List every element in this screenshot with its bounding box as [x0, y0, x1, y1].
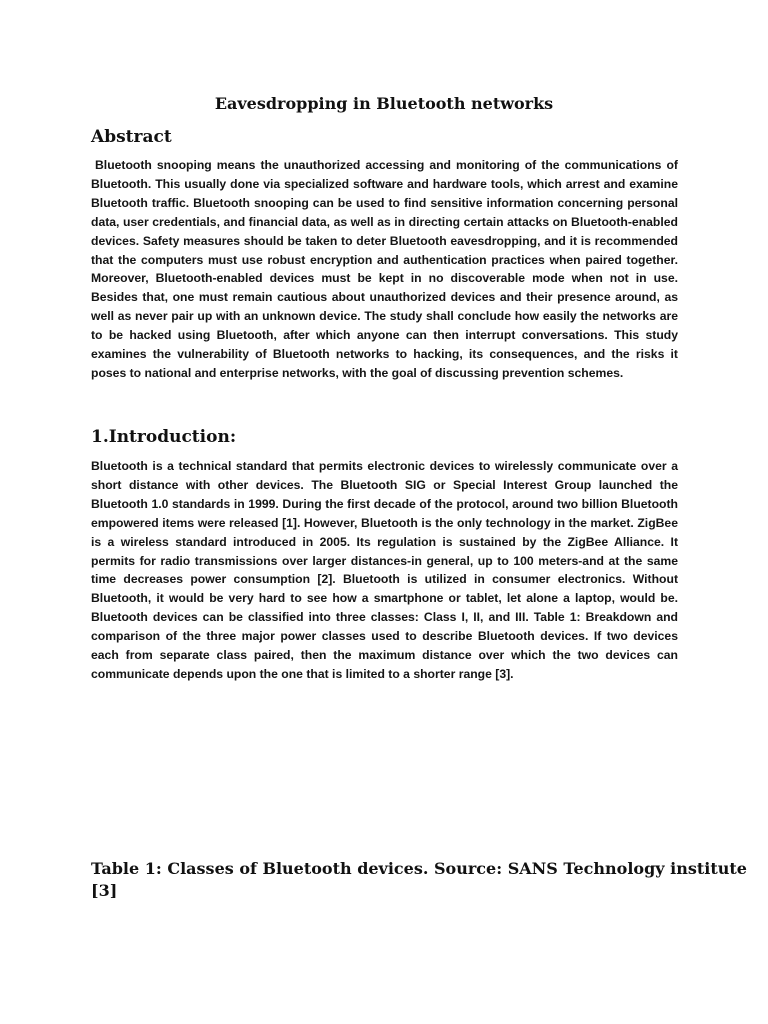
abstract-heading: Abstract — [91, 127, 172, 147]
table-caption: Table 1: Classes of Bluetooth devices. Source: SANS Technology institute [3] — [91, 859, 747, 900]
introduction-paragraph: Bluetooth is a technical standard that permits electronic devices to wirelessly communicate over a short distance with other devices. The Bluetooth SIG or Special Interest Group launched the Bluetooth 1.0 standards in 1999. During the first decade of the protocol, around two billion Bluetooth empowered items were released [1]. However, Bluetooth is the only technology in the market. ZigBee is a wireless standard introduced in 2005. Its regulation is sustained by the ZigBee Alliance. It permits for radio transmissions over larger distances-in general, up to 100 meters-and at the same time decreases power consumption [2]. Bluetooth is utilized in consumer electronics. Without Bluetooth, it would be very hard to see how a smartphone or tablet, let alone a laptop, would be. Bluetooth devices can be classified into three classes: Class I, II, and III. Table 1: Breakdown and comparison of the three major power classes used to describe Bluetooth devices. If two devices each from separate class paired, then the maximum distance over which the two devices can communicate depends upon the one that is limited to a shorter range [3]. — [91, 459, 678, 681]
document-title: Eavesdropping in Bluetooth networks — [214, 94, 554, 113]
abstract-paragraph: Bluetooth snooping means the unauthorized accessing and monitoring of the communications of Bluetooth. This usually done via specialized software and hardware tools, which arrest and examine Bluetooth traffic. Bluetooth snooping can be used to find sensitive information concerning personal data, user credentials, and financial data, as well as in directing certain attacks on Bluetooth-enabled devices. Safety measures should be taken to deter Bluetooth eavesdropping, and it is recommended that the computers must use robust encryption and authentication practices when paired together. Moreover, Bluetooth-enabled devices must be kept in no discoverable mode when not in use. Besides that, one must remain cautious about unauthorized devices and their presence around, as well as never pair up with an unknown device. The study shall conclude how easily the networks are to be hacked using Bluetooth, after which anyone can then interrupt conversations. This study examines the vulnerability of Bluetooth networks to hacking, its consequences, and the risks it poses to national and enterprise networks, with the goal of discussing prevention schemes. — [91, 158, 678, 380]
introduction-heading: 1.Introduction: — [91, 427, 237, 447]
